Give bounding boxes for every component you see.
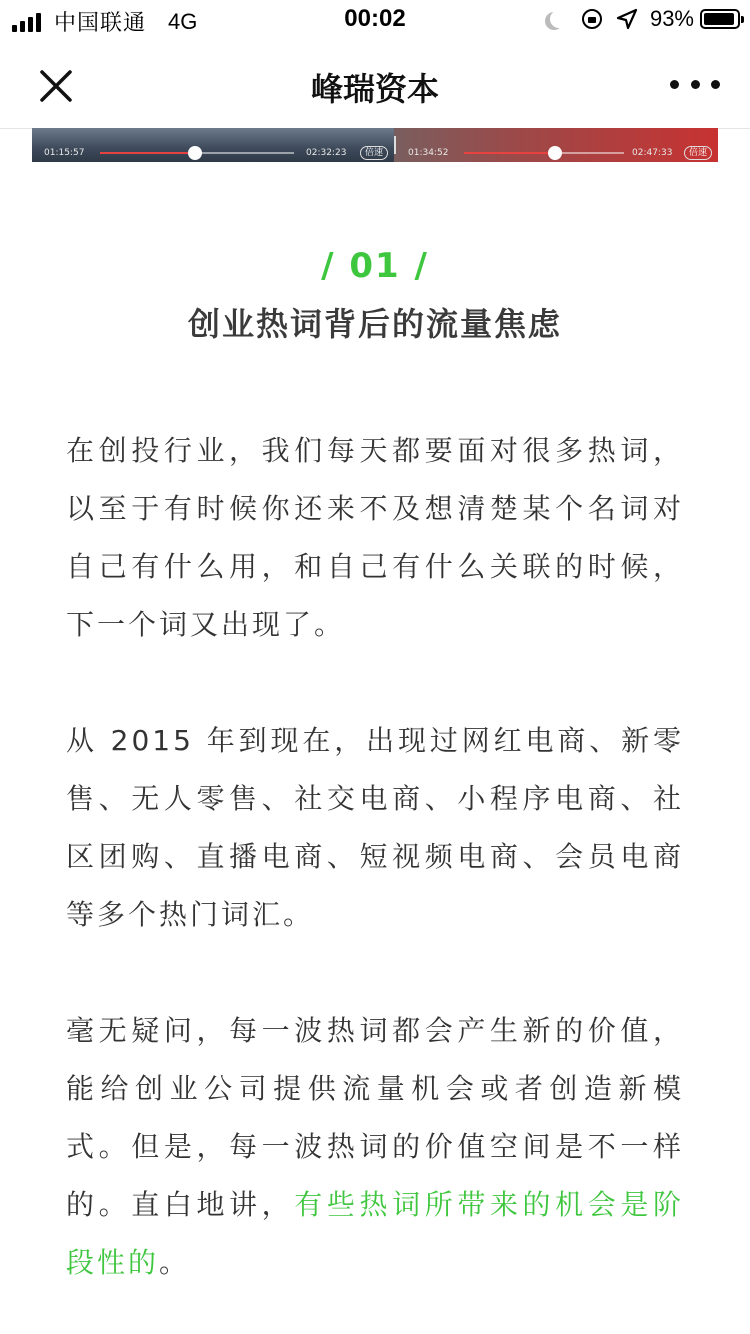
nav-bar <box>0 42 750 129</box>
network-label: 4G <box>168 8 198 34</box>
speed-button[interactable]: 倍速 <box>360 146 388 160</box>
highlighted-text: 有些热词所带来的机会是阶段性的 <box>66 1188 684 1279</box>
video-current-time: 01:34:52 <box>408 148 449 158</box>
video-progress-knob[interactable] <box>188 146 202 160</box>
page-title: 峰瑞资本 <box>310 70 439 108</box>
battery-icon <box>700 9 740 29</box>
video-player[interactable] <box>394 128 718 162</box>
video-progress-bar[interactable] <box>100 152 294 154</box>
battery-percent: 93% <box>649 6 694 31</box>
section-number: / 01 / <box>321 246 429 286</box>
paragraph-text: 毫无疑问，每一波热词都会产生新的价值，能给创业公司提供流量机会或者创造新模式。但是，每一波热词的价值空间是不一样的。直白地讲， <box>66 1014 684 1221</box>
paragraph-text: 。 <box>159 1246 191 1279</box>
status-right <box>544 6 740 32</box>
video-progress-played <box>464 152 555 154</box>
video-progress-knob[interactable] <box>548 146 562 160</box>
video-player[interactable] <box>32 128 394 162</box>
rotation-lock-icon <box>582 9 602 29</box>
paragraph: 从 2015 年到现在，出现过网红电商、新零售、无人零售、社交电商、小程序电商、社区团购、直播电商、短视频电商、会员电商等多个热门词汇。 <box>66 724 684 931</box>
video-strip <box>32 128 718 162</box>
carrier-label: 中国联通 <box>54 10 147 35</box>
paragraph <box>66 1002 684 1292</box>
video-total-time: 02:47:33 <box>632 148 673 158</box>
status-time: 00:02 <box>344 5 406 32</box>
video-progress-played <box>100 152 195 154</box>
moon-icon <box>550 10 568 28</box>
article-body <box>66 240 684 1292</box>
video-progress-bar[interactable] <box>464 152 624 154</box>
section-title: 创业热词背后的流量焦虑 <box>187 305 562 343</box>
speed-button[interactable]: 倍速 <box>684 146 712 160</box>
status-bar <box>0 0 750 42</box>
paragraph: 在创投行业，我们每天都要面对很多热词，以至于有时候你还来不及想清楚某个名词对自己有什么用，和自己有什么关联的时候，下一个词又出现了。 <box>66 434 684 641</box>
more-icon[interactable] <box>670 72 720 96</box>
video-current-time: 01:15:57 <box>44 148 85 158</box>
video-divider <box>394 136 396 154</box>
location-arrow-icon <box>616 8 638 30</box>
video-total-time: 02:32:23 <box>306 148 347 158</box>
